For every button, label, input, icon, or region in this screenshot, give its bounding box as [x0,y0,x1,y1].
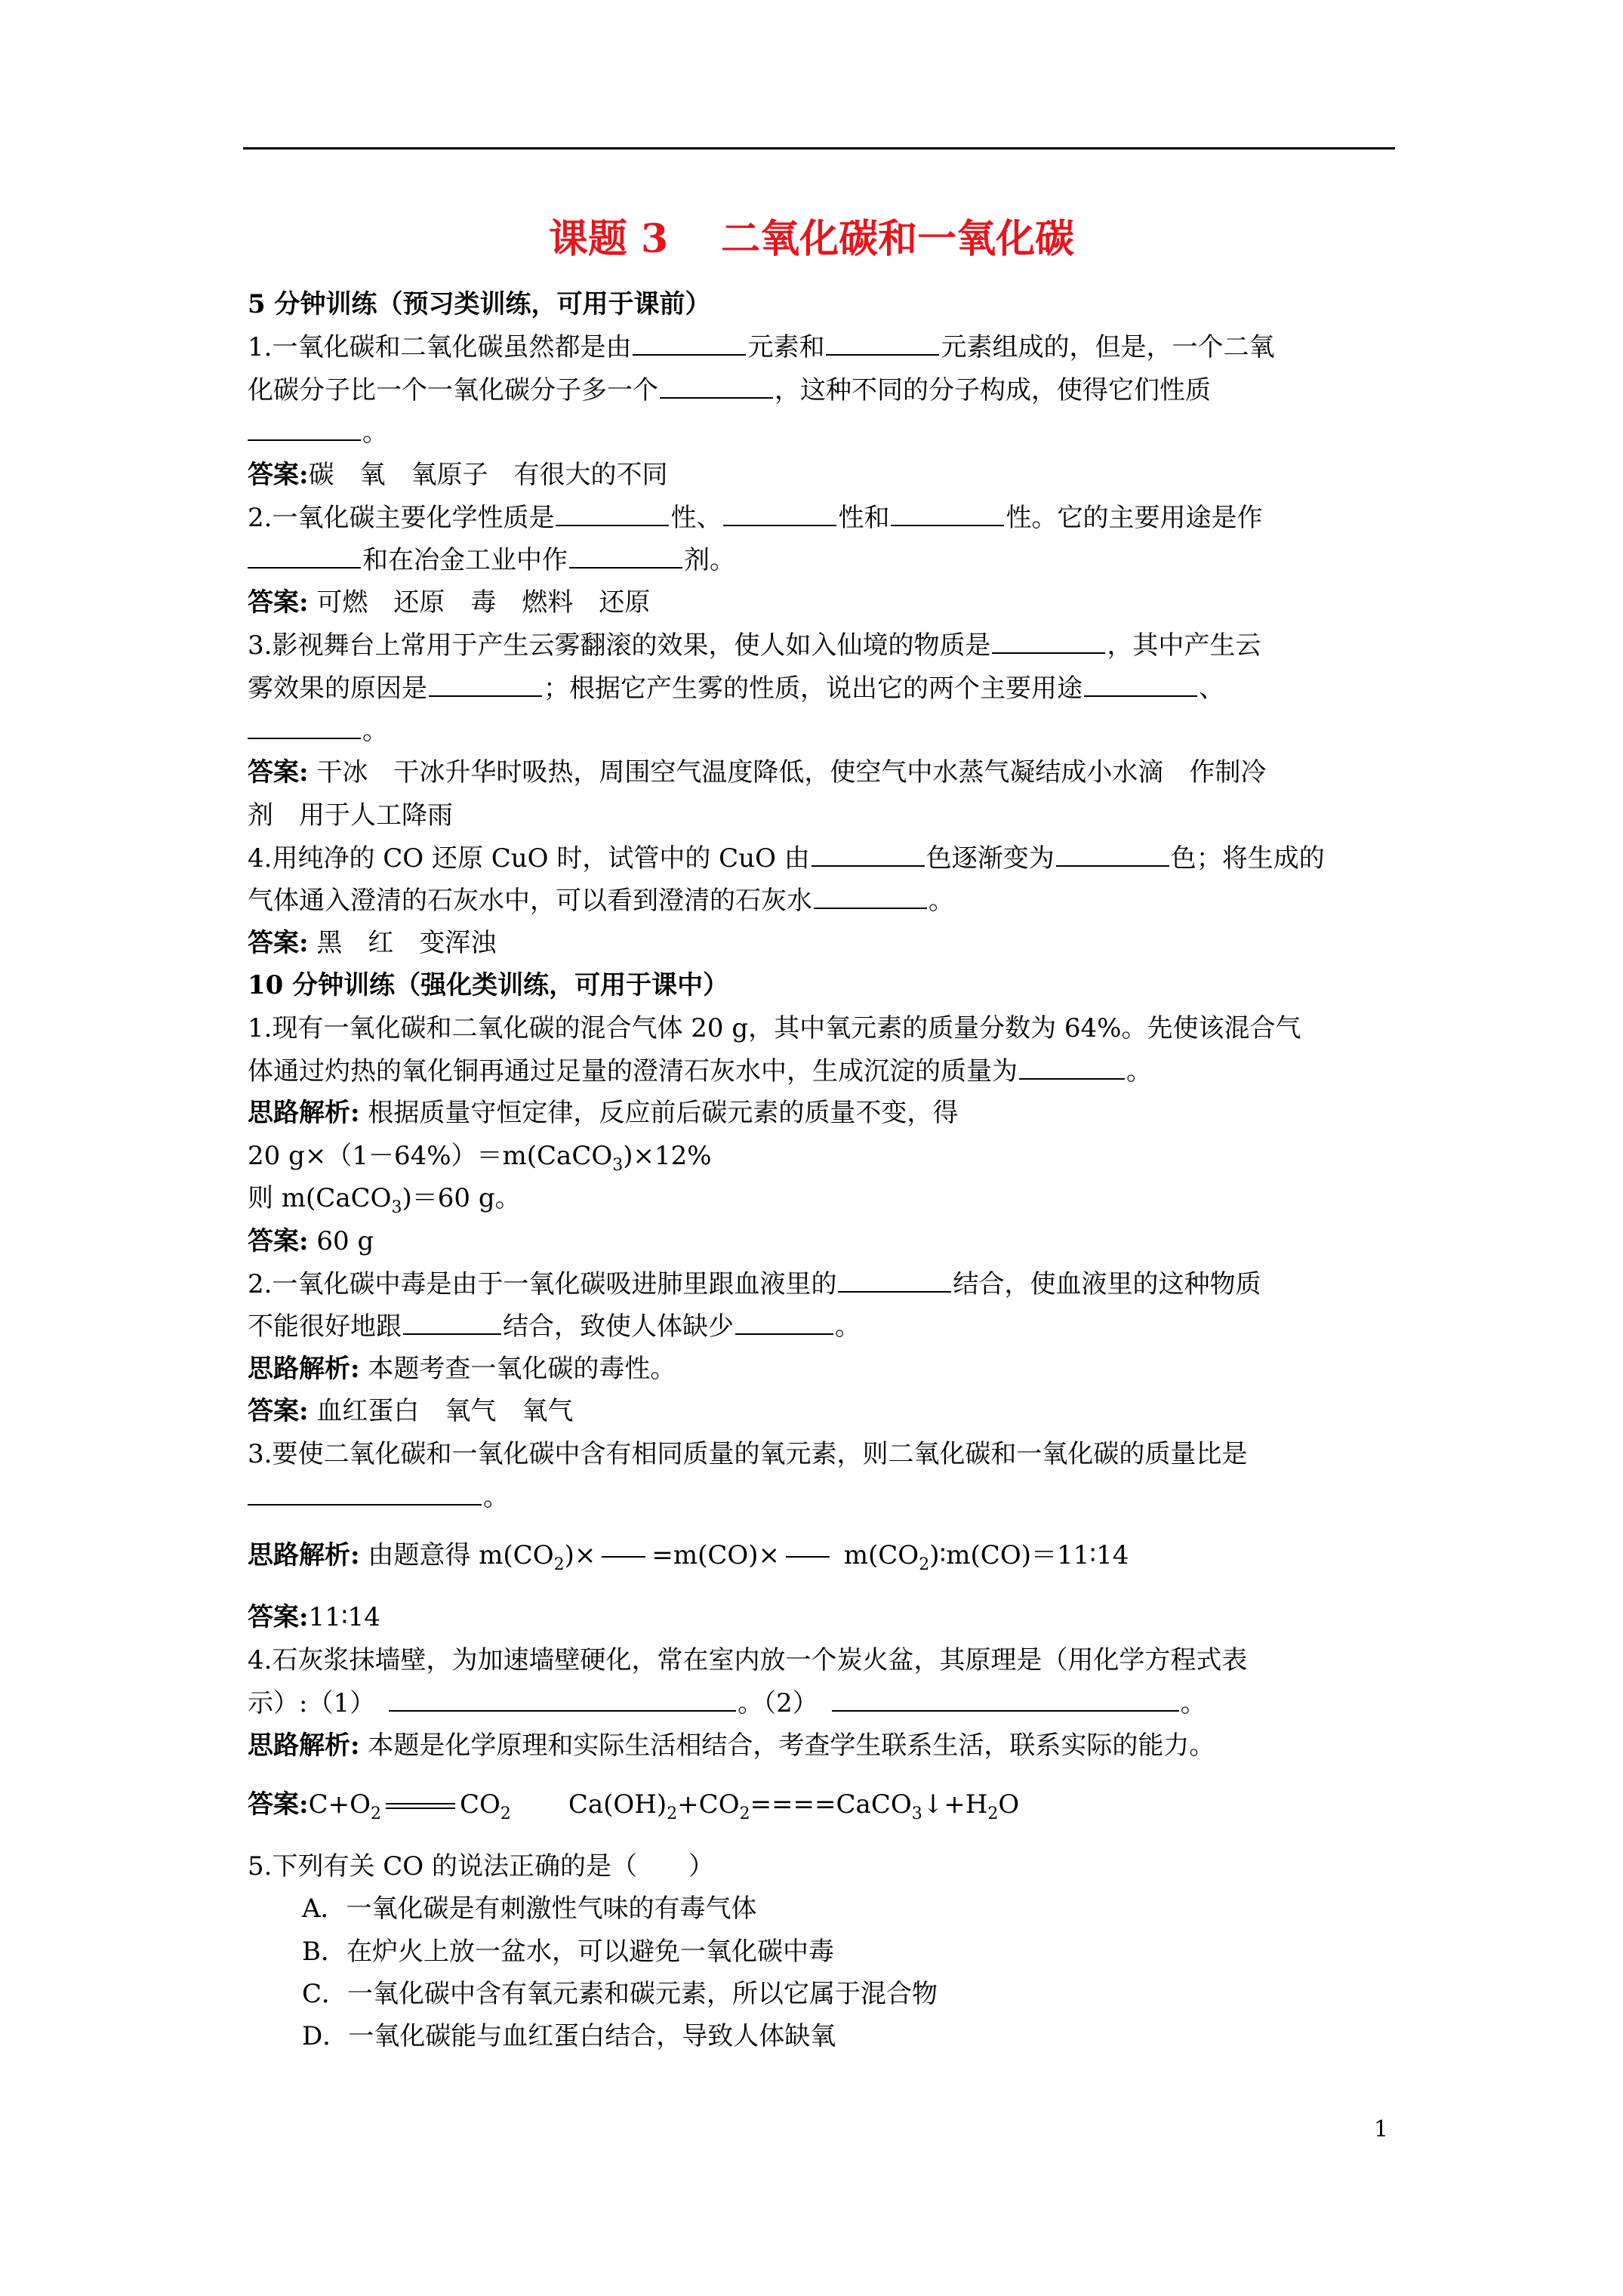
analysis-2-4: 思路解析: 本题是化学原理和实际生活相结合，考查学生联系生活，联系实际的能力。 [248,1730,1215,1761]
answer-blank[interactable] [389,1681,736,1712]
calc-2-1-result: 则 m(CaCO$_3$)＝60 g。 [248,1183,521,1217]
question-1-3: 3.影视舞台上常用于产生云雾翻滚的效果，使人如入仙境的物质是 ，其中产生云 [248,624,1395,666]
section-heading-10min: 10 分钟训练（强化类训练，可用于课中） [248,970,729,1001]
question-2-1: 1.现有一氧化碳和二氧化碳的混合气体 20 g，其中氧元素的质量分数为 64%。先使该混合气 [248,1012,1301,1043]
answer-blank[interactable] [248,709,361,739]
answer-blank[interactable] [429,667,542,697]
answer-blank[interactable] [992,624,1105,654]
option-b[interactable]: B．在炉火上放一盆水，可以避免一氧化碳中毒 [302,1936,834,1967]
question-1-1: 1.一氧化碳和二氧化碳虽然都是由 元素和 元素组成的，但是，一个二氧 [248,325,1395,368]
answer-blank[interactable] [1019,1049,1125,1080]
answer-blank[interactable] [891,496,1004,526]
title-topic: 二氧化碳和一氧化碳 [721,216,1075,262]
answer-2-1: 答案: 60 g [248,1225,374,1256]
question-2-1-line2: 体通过灼热的氧化铜再通过足量的澄清石灰水中，生成沉淀的质量为 。 [248,1049,1395,1092]
answer-blank[interactable] [1084,667,1197,697]
fraction-bar [786,1556,830,1558]
answer-1-3: 答案: 干冰 干冰升华时吸热，周围空气温度降低，使空气中水蒸气凝结成小水滴 作制冷 [248,757,1267,788]
option-c[interactable]: C．一氧化碳中含有氧元素和碳元素，所以它属于混合物 [302,1979,938,2010]
answer-1-4: 答案: 黑 红 变浑浊 [248,927,497,958]
answer-blank[interactable] [248,1475,482,1505]
question-1-4-line2: 气体通入澄清的石灰水中，可以看到澄清的石灰水 。 [248,879,1395,921]
option-a[interactable]: A．一氧化碳是有刺激性气味的有毒气体 [302,1894,757,1925]
answer-2-4: 答案$:C+O_2$ $CO_2$ $Ca(OH)_2+CO_2====CaCO_3↓+H_2O$ [248,1789,1020,1823]
answer-blank[interactable] [832,1681,1179,1712]
answer-1-1: 答案:碳 氧 氧原子 有很大的不同 [248,459,668,490]
answer-blank[interactable] [248,411,361,441]
document-body [248,283,1395,2058]
answer-2-2: 答案: 血红蛋白 氧气 氧气 [248,1396,574,1427]
page-title [0,213,1623,266]
question-2-2-line2: 不能很好地跟 结合，致使人体缺少 。 [248,1305,1395,1347]
question-2-4: 4.石灰浆抹墙壁，为加速墙壁硬化，常在室内放一个炭火盆，其原理是（用化学方程式表 [248,1644,1248,1675]
question-2-5: 5.下列有关 CO 的说法正确的是（ ） [248,1851,714,1881]
answer-blank[interactable] [1056,837,1169,867]
equation-equals-sign [386,1803,455,1809]
answer-blank[interactable] [569,538,682,569]
question-1-2-line2: 和在冶金工业中作 剂。 [248,538,1395,581]
question-1-4: 4.用纯净的 CO 还原 CuO 时，试管中的 CuO 由 色逐渐变为 色；将生成的 [248,837,1395,879]
question-2-4-line2: 示）:（1） 。（2） 。 [248,1681,1395,1724]
question-1-3-line3: 。 [248,709,1395,751]
page-number: 1 [1374,2116,1389,2143]
answer-blank[interactable] [723,496,836,526]
analysis-2-2: 思路解析: 本题考查一氧化碳的毒性。 [248,1353,676,1384]
question-1-3-line2: 雾效果的原因是 ；根据它产生雾的性质，说出它的两个主要用途 、 [248,667,1395,709]
answer-blank[interactable] [814,879,927,909]
calc-2-1: 20 g×（1－64%）＝m(CaCO$_3$)×12% [248,1140,712,1175]
answer-blank[interactable] [403,1305,501,1335]
analysis-2-3: 思路解析: 由题意得 $m(CO_2)\times =m(CO)\times$ $m(CO_2)∶m(CO)=11∶14$ [248,1540,1129,1575]
answer-2-3: 答案:11∶14 [248,1602,380,1633]
answer-blank[interactable] [812,837,925,867]
answer-1-3-line2: 剂 用于人工降雨 [248,800,453,831]
question-1-1-line3: 。 [248,411,1395,453]
answer-blank[interactable] [660,368,773,399]
question-1-2: 2.一氧化碳主要化学性质是 性、 性和 性。它的主要用途是作 [248,496,1395,538]
header-rule [243,147,1395,149]
section-heading-5min: 5 分钟训练（预习类训练，可用于课前） [248,289,711,319]
question-2-3-line2: 。 [248,1475,1395,1518]
fraction-bar [602,1556,645,1558]
answer-blank[interactable] [838,1262,951,1293]
option-d[interactable]: D．一氧化碳能与血红蛋白结合，导致人体缺氧 [302,2021,836,2052]
answer-blank[interactable] [633,325,746,356]
answer-blank[interactable] [248,538,361,569]
answer-blank[interactable] [735,1305,833,1335]
question-1-1-line2: 化碳分子比一个一氧化碳分子多一个 ，这种不同的分子构成，使得它们性质 [248,368,1395,411]
answer-blank[interactable] [826,325,939,356]
answer-blank[interactable] [556,496,669,526]
answer-1-2: 答案: 可燃 还原 毒 燃料 还原 [248,587,651,618]
question-2-2: 2.一氧化碳中毒是由于一氧化碳吸进肺里跟血液里的 结合，使血液里的这种物质 [248,1262,1395,1305]
analysis-2-1: 思路解析: 根据质量守恒定律，反应前后碳元素的质量不变，得 [248,1098,959,1129]
title-lesson-number: 课题 3 [548,216,669,262]
question-2-3: 3.要使二氧化碳和一氧化碳中含有相同质量的氧元素，则二氧化碳和一氧化碳的质量比是 [248,1438,1248,1469]
